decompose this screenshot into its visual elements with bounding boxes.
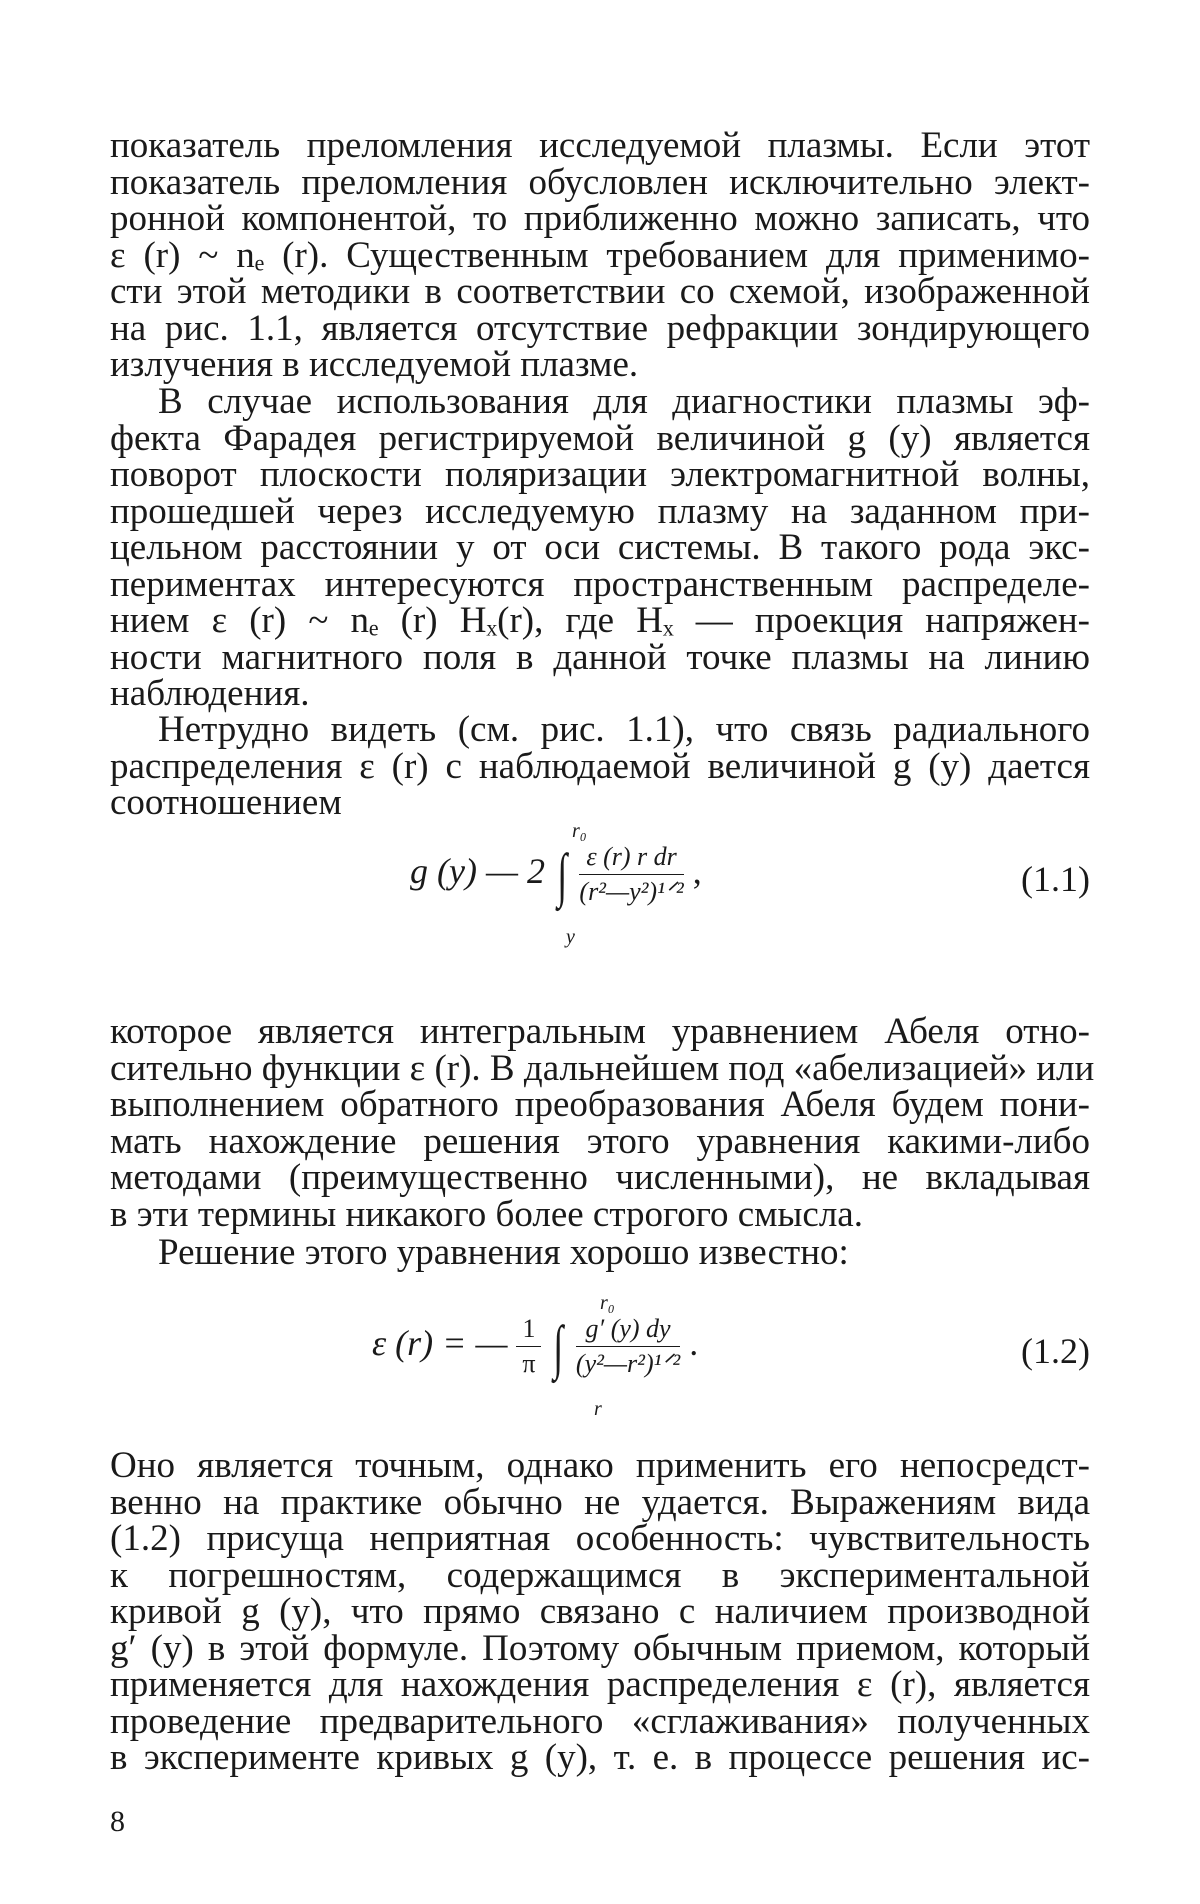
- eq1-lower-limit: y: [566, 926, 575, 948]
- eq2-upper-limit: r₀: [600, 1292, 615, 1314]
- text-line: в эти термины никакого более строгого смысла.: [110, 1193, 863, 1235]
- text-line: наблюдения.: [110, 673, 310, 714]
- equation-number: (1.1): [1021, 859, 1090, 899]
- text-line: венно на практике обычно не удается. Выражениям вида: [110, 1481, 1090, 1523]
- paragraph-1: [110, 125, 1090, 385]
- paragraph-4: [110, 1011, 1095, 1235]
- text-line: Оно является точным, однако применить его непосредст-: [110, 1445, 1090, 1486]
- eq2-denominator: (y²—r²)¹ᐟ²: [575, 1349, 681, 1378]
- eq2-coef-numerator: 1: [516, 1314, 541, 1347]
- text-line: которое является интегральным уравнением Абеля отно-: [110, 1011, 1090, 1052]
- text-line: периментах интересуются пространственным распределе-: [110, 563, 1090, 605]
- text-line: показатель преломления исследуемой плазмы. Если этот: [110, 125, 1090, 166]
- paragraph-6: [110, 1445, 1090, 1778]
- text-line: показатель преломления обусловлен исключительно элект-: [110, 161, 1090, 203]
- eq2-coefficient: [516, 1314, 541, 1379]
- eq1-fraction: [579, 842, 683, 907]
- text-line: выполнением обратного преобразования Абеля будем пони-: [110, 1084, 1090, 1125]
- eq2-numerator: g′ (y) dy: [576, 1314, 680, 1347]
- text-line: (1.2) присуща неприятная особенность: чувствительность: [110, 1518, 1090, 1559]
- eq1-denominator: (r²—y²)¹ᐟ²: [579, 877, 684, 906]
- page-number: 8: [110, 1805, 125, 1838]
- eq2-lower-limit: r: [594, 1398, 602, 1420]
- text-line: ε (r) ~ nₑ (r). Существенным требованием для применимо-: [110, 234, 1090, 276]
- integral-sign: ∫: [553, 1313, 564, 1380]
- eq2-trail: .: [689, 1322, 699, 1363]
- eq1-upper-limit: r₀: [572, 820, 587, 842]
- text-line: прошедшей через исследуемую плазму на заданном при-: [110, 490, 1090, 532]
- text-line: ности магнитного поля в данной точке плазмы на линию: [110, 636, 1090, 678]
- text-line: ронной компонентой, то приближенно можно записать, что: [110, 198, 1090, 239]
- text-line: сительно функции ε (r). В дальнейшем под «абелизацией» или: [110, 1047, 1095, 1089]
- text-line: на рис. 1.1, является отсутствие рефракции зондирующего: [110, 307, 1090, 349]
- integral-sign: ∫: [557, 841, 568, 908]
- equation-1-1: [110, 820, 1090, 960]
- eq2-lhs: ε (r) = —: [372, 1322, 508, 1363]
- eq1-trail: ,: [692, 850, 702, 891]
- text-line: кривой g (y), что прямо связано с наличием производной: [110, 1591, 1090, 1632]
- paragraph-2: [110, 381, 1090, 714]
- text-line: В случае использования для диагностики плазмы эф-: [158, 381, 1090, 422]
- text-line: поворот плоскости поляризации электромагнитной волны,: [110, 454, 1090, 495]
- text-line: g′ (y) в этой формуле. Поэтому обычным приемом, который: [110, 1627, 1090, 1669]
- text-line: сти этой методики в соответствии со схемой, изображенной: [110, 271, 1090, 312]
- text-line: мать нахождение решения этого уравнения какими-либо: [110, 1120, 1090, 1162]
- text-line: применяется для нахождения распределения ε (r), является: [110, 1664, 1090, 1705]
- text-line: распределения ε (r) с наблюдаемой величиной g (y) дается: [110, 745, 1090, 787]
- text-line: нием ε (r) ~ nₑ (r) Hₓ(r), где Hₓ — проекция напряжен-: [110, 600, 1090, 641]
- eq2-coef-denominator: π: [522, 1349, 536, 1378]
- text-line: Решение этого уравнения хорошо известно:: [158, 1232, 849, 1273]
- text-line: излучения в исследуемой плазме.: [110, 344, 639, 385]
- text-line: Нетрудно видеть (см. рис. 1.1), что связь радиального: [158, 709, 1090, 750]
- text-line: цельном расстоянии y от оси системы. В такого рода экс-: [110, 527, 1090, 568]
- text-line: к погрешностям, содержащимся в экспериментальной: [110, 1554, 1090, 1596]
- text-line: в эксперименте кривых g (y), т. е. в процессе решения ис-: [110, 1737, 1090, 1778]
- paragraph-3: [110, 709, 1090, 823]
- equation-1-2: [110, 1292, 1090, 1432]
- equation-number: (1.2): [1021, 1331, 1090, 1371]
- text-line: проведение предварительного «сглаживания» полученных: [110, 1700, 1090, 1742]
- eq1-numerator: ε (r) r dr: [579, 842, 683, 875]
- eq2-fraction: [576, 1314, 680, 1379]
- eq1-lhs: g (y) — 2: [410, 850, 545, 891]
- text-line: соотношением: [110, 782, 342, 823]
- text-line: фекта Фарадея регистрируемой величиной g (y) является: [110, 417, 1090, 459]
- text-line: методами (преимущественно численными), не вкладывая: [110, 1157, 1090, 1198]
- paragraph-5: [110, 1232, 1090, 1273]
